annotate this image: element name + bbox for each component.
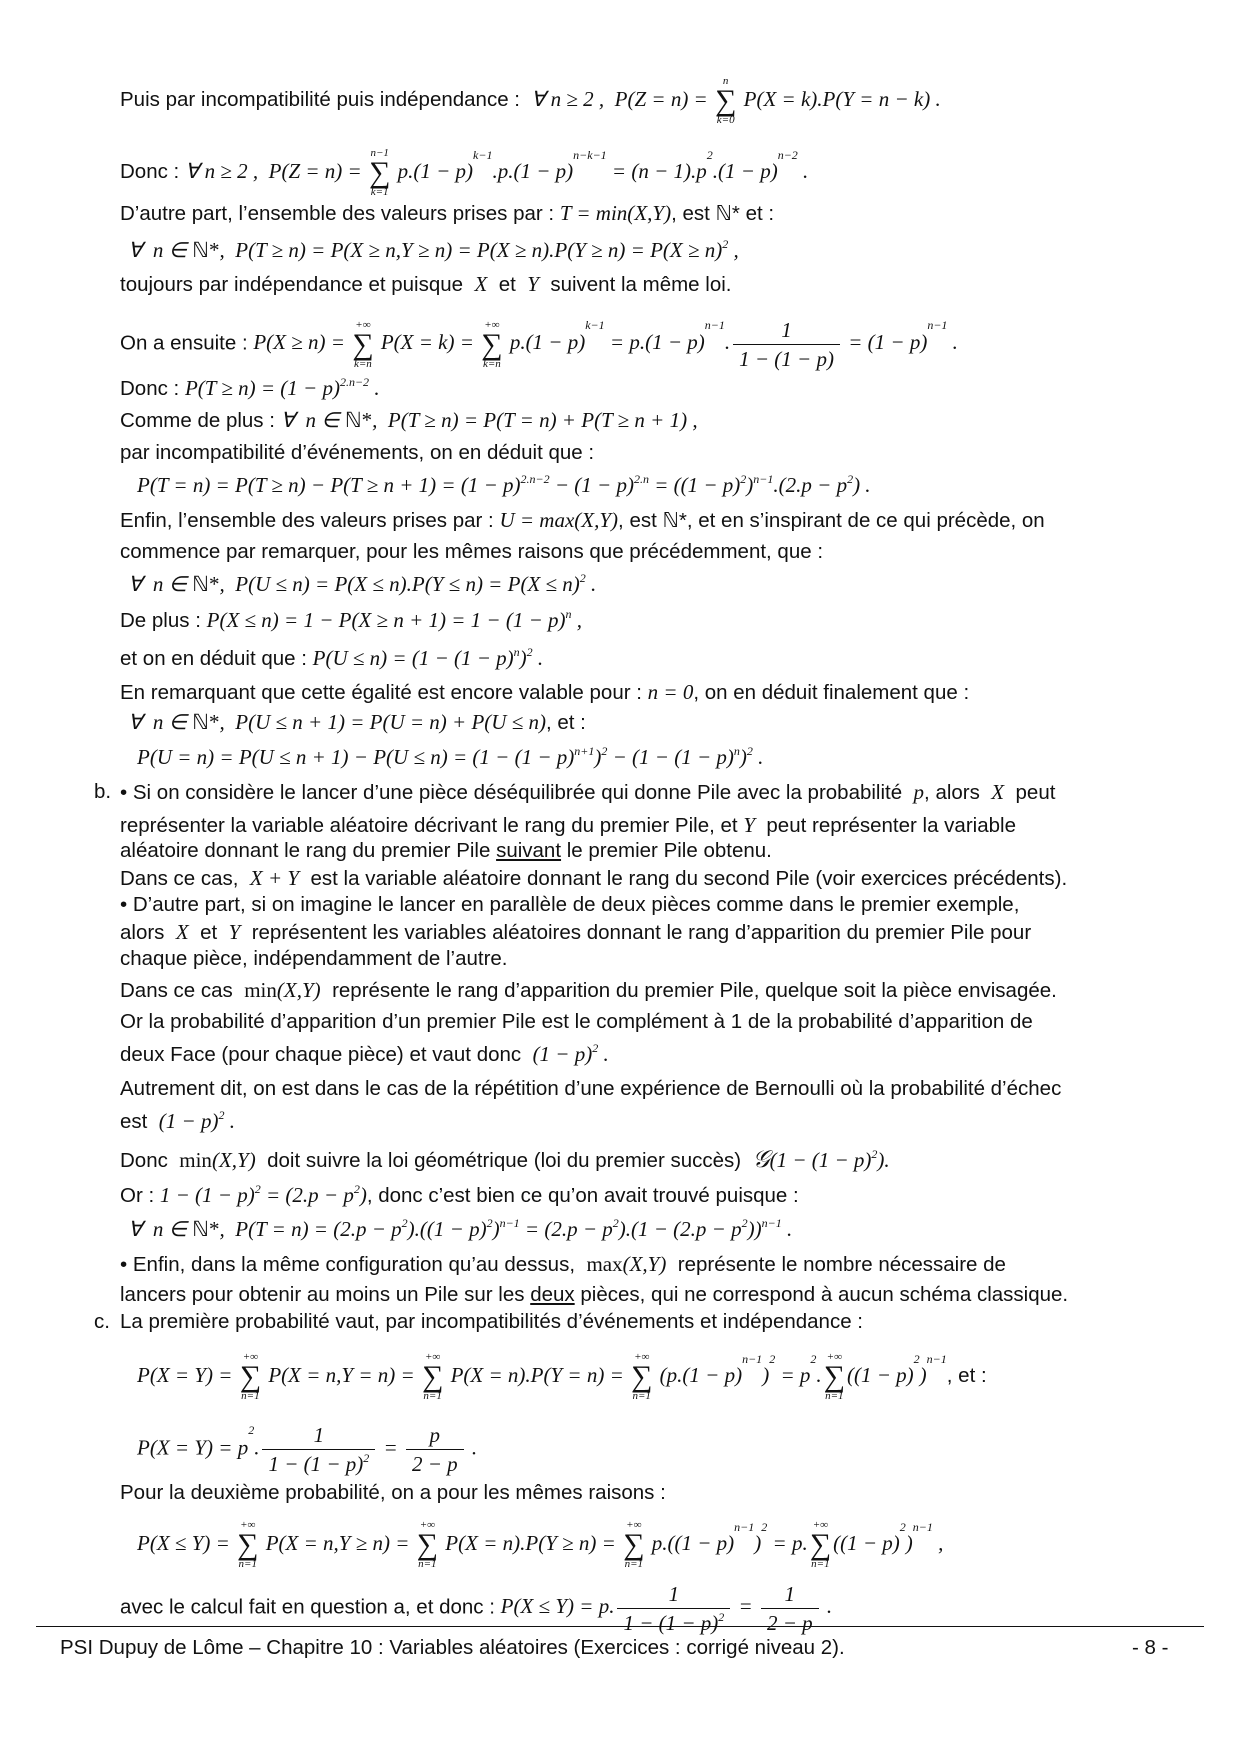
text-line: chaque pièce, indépendamment de l’autre. — [120, 947, 508, 970]
formula-line: ∀ n ∈ ℕ*, P(T ≥ n) = P(X ≥ n,Y ≥ n) = P(X ≥ n).P(Y ≥ n) = P(X ≥ n)$^2$ , — [128, 237, 739, 262]
text-line: La première probabilité vaut, par incompatibilités d’événements et indépendance : — [120, 1310, 864, 1333]
text-line: deux Face (pour chaque pièce) et vaut donc $(1 - p)^2$ . — [120, 1041, 609, 1066]
section-label: b. — [94, 780, 112, 803]
section-label: c. — [94, 1310, 110, 1333]
sum-symbol: n ∑ k=0 — [714, 75, 737, 126]
formula: P(X ≥ n) = +∞ ∑ k=n P(X = k) = +∞ ∑ k=n $p.(1 - p)^{k-1} = p.(1 - p)^{n-1}$. $\frac{1}{1 - (1 - p)}$ = $(1 - p)^{n-1}$ . — [253, 318, 958, 371]
formula-line: P(X ≤ Y) = +∞ ∑ n=1 P(X = n,Y ≥ n) = +∞ ∑ n=1 P(X = n).P(Y ≥ n) = +∞ ∑ n=1 $p.((1 - p)^{n-1})^2 = p$. +∞ ∑ n=1 $((1 - p)^2)^{n-1}$ , — [137, 1519, 944, 1570]
fraction: $\frac{1}{1 - (1 - p)}$ — [733, 318, 840, 371]
text-line: est $(1 - p)^2$ . — [120, 1108, 235, 1133]
text-line: alors X et Y représentent les variables aléatoires donnant le rang d’apparition du premier Pile pour — [120, 920, 1032, 944]
text-line: commence par remarquer, pour les mêmes raisons que précédemment, que : — [120, 540, 824, 563]
text-line: • Si on considère le lancer d’une pièce déséquilibrée qui donne Pile avec la probabilité p, alors X peut — [120, 780, 1056, 804]
text-line: aléatoire donnant le rang du premier Pile suivant le premier Pile obtenu. — [120, 839, 772, 862]
text-line: par incompatibilité d’événements, on en déduit que : — [120, 441, 595, 464]
sum-symbol: +∞ ∑ k=n — [481, 318, 503, 370]
formula-line: $P(U = n) = P(U \le n + 1) - P(U \le n) = (1 - (1 - p)^{n+1})^2 - (1 - (1 - p)^n)^2$ . — [137, 744, 764, 769]
sum-symbol: n−1 ∑ k=1 — [368, 147, 391, 198]
text-line: Donc min(X,Y) doit suivre la loi géométrique (loi du premier succès) 𝒢(1 − $(1 - p)^2$). — [120, 1147, 890, 1173]
text-line: Dans ce cas min(X,Y) représente le rang d’apparition du premier Pile, quelque soit la pièce envisagée. — [120, 978, 1057, 1002]
text-line: P(X = Y) = +∞ ∑ n=1 P(X = n,Y = n) = +∞ ∑ n=1 P(X = n).P(Y = n) = +∞ ∑ n=1 $(p.(1 - p)^{n-1})^2 = p^2$. +∞ ∑ n=1 $((1 - p)^2)^{n-1}$, et : — [137, 1351, 987, 1402]
formula-line: ∀ n ∈ ℕ*, $P(T = n) = (2.p - p^2).((1 - p)^2)^{n-1} = (2.p - p^2).(1 - (2.p - p^2))^{n-1}$ . — [128, 1216, 793, 1241]
text-line: Puis par incompatibilité puis indépendance : ∀ n ≥ 2 , P(Z = n) = n ∑ k=0 P(X = k).P(Y = n − k) . — [120, 75, 941, 126]
formula: P(X = Y) = +∞ ∑ n=1 P(X = n,Y = n) = +∞ ∑ n=1 P(X = n).P(Y = n) = +∞ ∑ n=1 $(p.(1 - p)^{n-1})^2 = p^2$. +∞ ∑ n=1 $((1 - p)^2)^{n-1}$ — [137, 1351, 947, 1402]
page-number: - 8 - — [1132, 1636, 1169, 1659]
text-line: représenter la variable aléatoire décrivant le rang du premier Pile, et Y peut représenter la variable — [120, 813, 1016, 837]
text-line: Or : $1 - (1 - p)^2 = (2.p - p^2)$, donc c’est bien ce qu’on avait trouvé puisque : — [120, 1182, 799, 1207]
text-line: Pour la deuxième probabilité, on a pour les mêmes raisons : — [120, 1481, 666, 1504]
text-line: D’autre part, l’ensemble des valeurs prises par : T = min(X,Y), est ℕ* et : — [120, 201, 775, 225]
text-line: • D’autre part, si on imagine le lancer en parallèle de deux pièces comme dans le premier exemple, — [120, 893, 1020, 916]
text-line: Enfin, l’ensemble des valeurs prises par : U = max(X,Y), est ℕ*, et en s’inspirant de ce qui précède, on — [120, 508, 1045, 532]
text-line: Or la probabilité d’apparition d’un premier Pile est le complément à 1 de la probabilité d’apparition de — [120, 1010, 1033, 1033]
footer-title: PSI Dupuy de Lôme – Chapitre 10 : Variables aléatoires (Exercices : corrigé niveau 2). — [60, 1636, 845, 1659]
text-line: Donc : $P(T \ge n) = (1 - p)^{2.n-2}$ . — [120, 375, 380, 400]
text-line: et on en déduit que : $P(U \le n) = (1 - (1 - p)^n)^2$ . — [120, 645, 544, 670]
formula-line: $P(T = n) = P(T \ge n) - P(T \ge n + 1) = (1 - p)^{2.n-2} - (1 - p)^{2.n} = ((1 - p)^2)^{n-1}.(2.p - p^2)$ . — [137, 472, 871, 497]
formula: ∀ n ≥ 2 , P(Z = n) = n ∑ k=0 P(X = k).P(Y = n − k) . — [525, 75, 941, 126]
text-line: On a ensuite : P(X ≥ n) = +∞ ∑ k=n P(X = k) = +∞ ∑ k=n $p.(1 - p)^{k-1} = p.(1 - p)^{n-1}$. $\frac{1}{1 - (1 - p)}$ = $(1 - p)^{n-1}$ . — [120, 318, 958, 371]
text-line: • Enfin, dans la même configuration qu’au dessus, max(X,Y) représente le nombre nécessaire de — [120, 1252, 1006, 1276]
text-line: Autrement dit, on est dans le cas de la répétition d’une expérience de Bernoulli où la probabilité d’échec — [120, 1077, 1062, 1100]
text-line: De plus : $P(X \le n) = 1 - P(X \ge n + 1) = 1 - (1 - p)^n$ , — [120, 607, 582, 632]
formula-line: $P(X = Y) = p^2$. $\frac{1}{1 - (1 - p)^2}$ = $\frac{p}{2 - p}$ . — [137, 1423, 478, 1476]
formula: ∀ n ≥ 2 , P(Z = n) = n−1 ∑ k=1 $p.(1 - p)^{k-1}.p.(1 - p)^{n-k-1} = (n - 1).p^2.(1 - p)^{n-2}$ . — [184, 147, 809, 198]
formula: T = min(X,Y) — [559, 201, 672, 225]
text-line: ∀ n ∈ ℕ*, P(U ≤ n + 1) = P(U = n) + P(U ≤ n), et : — [128, 710, 586, 734]
text-line: Dans ce cas, X + Y est la variable aléatoire donnant le rang du second Pile (voir exercices précédents). — [120, 866, 1068, 890]
formula-line: ∀ n ∈ ℕ*, P(U ≤ n) = P(X ≤ n).P(Y ≤ n) = P(X ≤ n)$^2$ . — [128, 571, 597, 596]
text-line: Comme de plus : ∀ n ∈ ℕ*, P(T ≥ n) = P(T = n) + P(T ≥ n + 1) , — [120, 408, 698, 432]
text-line: toujours par indépendance et puisque X et Y suivent la même loi. — [120, 272, 732, 296]
text-line: avec le calcul fait en question a, et donc : P(X ≤ Y) = p. $\frac{1}{1 - (1 - p)^2}$ = $\frac{1}{2 - p}$ . — [120, 1582, 833, 1635]
text-line: Donc : ∀ n ≥ 2 , P(Z = n) = n−1 ∑ k=1 $p.(1 - p)^{k-1}.p.(1 - p)^{n-k-1} = (n - 1).p^2.(1 - p)^{n-2}$ . — [120, 147, 809, 198]
text-line: lancers pour obtenir au moins un Pile sur les deux pièces, qui ne correspond à aucun schéma classique. — [120, 1283, 1069, 1306]
footer-rule — [36, 1626, 1204, 1627]
text-line: En remarquant que cette égalité est encore valable pour : n = 0, on en déduit finalement que : — [120, 680, 970, 704]
sum-symbol: +∞ ∑ k=n — [352, 318, 374, 370]
